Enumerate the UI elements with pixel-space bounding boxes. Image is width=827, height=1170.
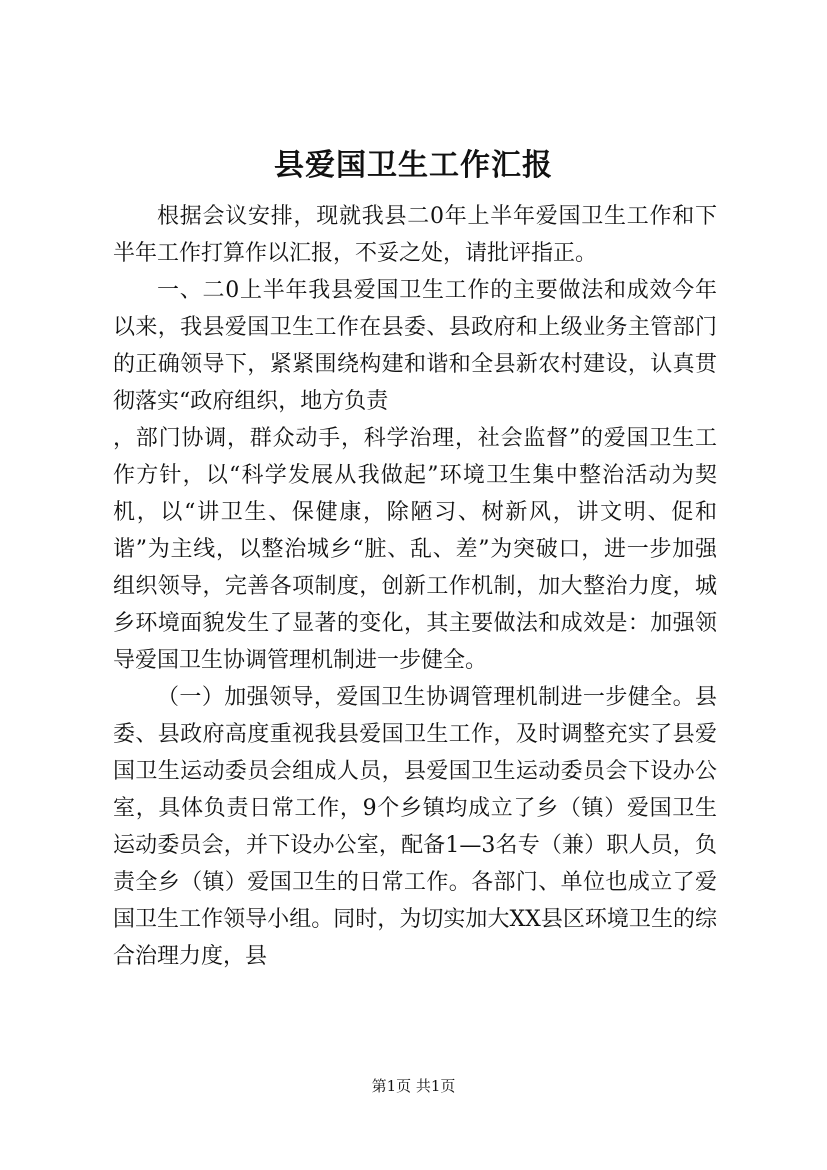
paragraph-section-one-continued: ，部门协调，群众动手，科学治理，社会监督”的爱国卫生工作方针，以“科学发展从我做起”环境卫生集中整治活动为契机，以“讲卫生、保健康，除陋习、树新风，讲文明、促和谐”为主线，以整治城乡“脏、乱、差”为突破口，进一步加强组织领导，完善各项制度，创新工作机制，加大整治力度，城乡环境面貌发生了显著的变化，其主要做法和成效是：加强领导爱国卫生协调管理机制进一步健全。 — [113, 426, 717, 673]
document-title: 县爱国卫生工作汇报 — [274, 148, 553, 183]
paragraph-intro: 根据会议安排，现就我县二0年上半年爱国卫生工作和下半年工作打算作以汇报，不妥之处，请批评指正。 — [113, 204, 717, 266]
page-number-footer: 第1页 共1页 — [371, 1077, 456, 1095]
paragraph-section-one: 一、二0上半年我县爱国卫生工作的主要做法和成效今年以来，我县爱国卫生工作在县委、县政府和上级业务主管部门的正确领导下，紧紧围绕构建和谐和全县新农村建设，认真贯彻落实“政府组织，地方负责 — [113, 278, 717, 414]
document-body — [113, 198, 717, 975]
paragraph-subsection-one: （一）加强领导，爱国卫生协调管理机制进一步健全。县委、县政府高度重视我县爱国卫生工作，及时调整充实了县爱国卫生运动委员会组成人员，县爱国卫生运动委员会下设办公室，具体负责日常工作，9个乡镇均成立了乡（镇）爱国卫生运动委员会，并下设办公室，配备1—3名专（兼）职人员，负责全乡（镇）爱国卫生的日常工作。各部门、单位也成立了爱国卫生工作领导小组。同时，为切实加大XX县区环境卫生的综合治理力度，县 — [113, 685, 717, 969]
